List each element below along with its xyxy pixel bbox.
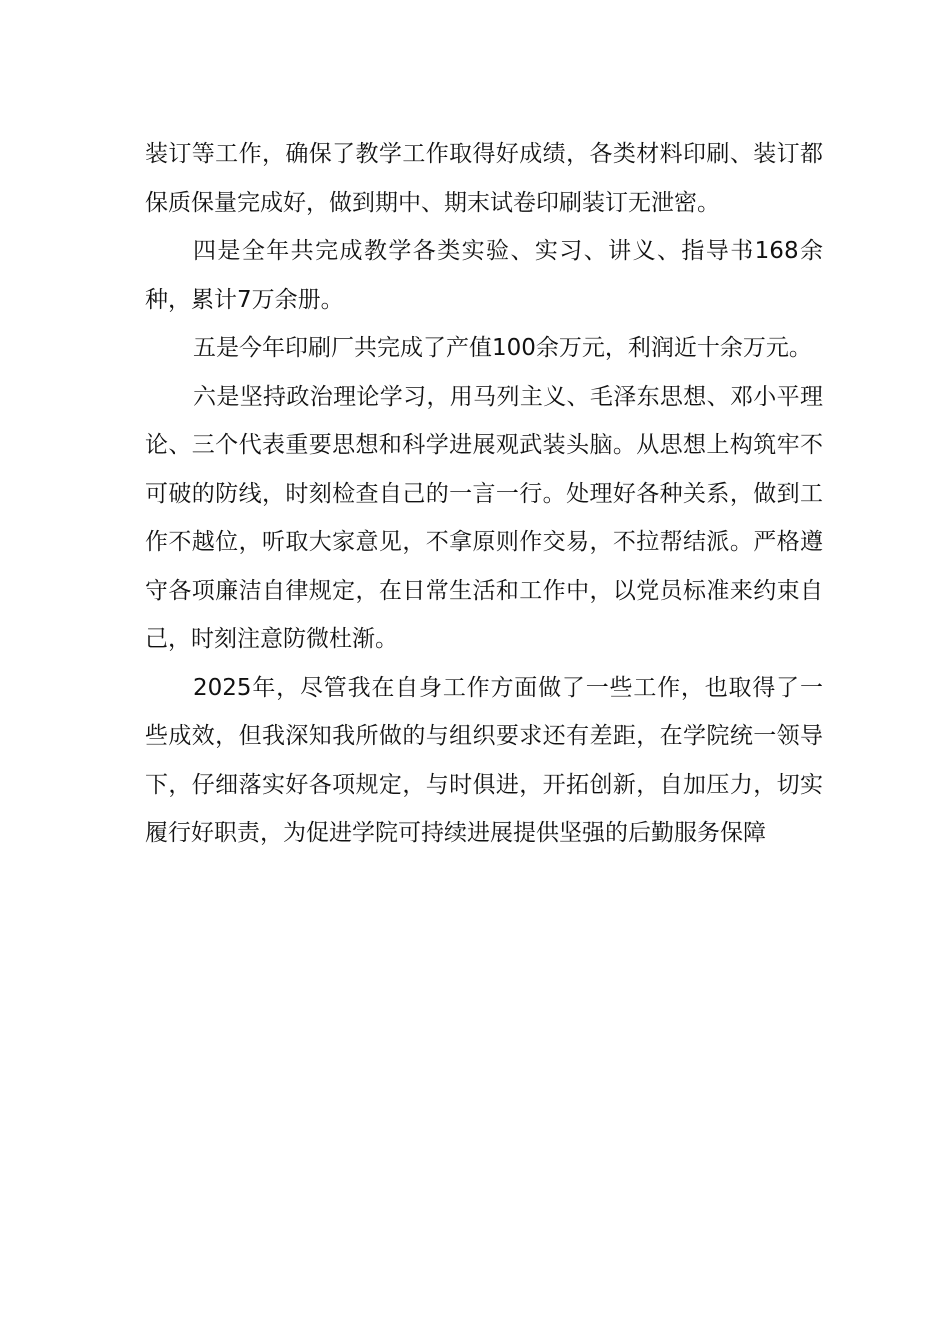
paragraph-3: 五是今年印刷厂共完成了产值100余万元，利润近十余万元。 (193, 335, 812, 361)
paragraph-5: 2025年，尽管我在自身工作方面做了一些工作，也取得了一些成效，但我深知我所做的与组织要求还有差距，在学院统一领导下，仔细落实好各项规定，与时俱进，开拓创新，自加压力，切实履行好职责，为促进学院可持续进展提供坚强的后勤服务保障 (145, 674, 823, 846)
document-body (145, 130, 823, 858)
paragraph-1: 装订等工作，确保了教学工作取得好成绩，各类材料印刷、装订都保质保量完成好，做到期中、期末试卷印刷装订无泄密。 (145, 141, 823, 216)
paragraph-2: 四是全年共完成教学各类实验、实习、讲义、指导书168余种，累计7万余册。 (145, 238, 823, 313)
paragraph-4: 六是坚持政治理论学习，用马列主义、毛泽东思想、邓小平理论、三个代表重要思想和科学进展观武装头脑。从思想上构筑牢不可破的防线，时刻检查自己的一言一行。处理好各种关系，做到工作不越位，听取大家意见，不拿原则作交易，不拉帮结派。严格遵守各项廉洁自律规定，在日常生活和工作中，以党员标准来约束自己，时刻注意防微杜渐。 (145, 383, 823, 652)
